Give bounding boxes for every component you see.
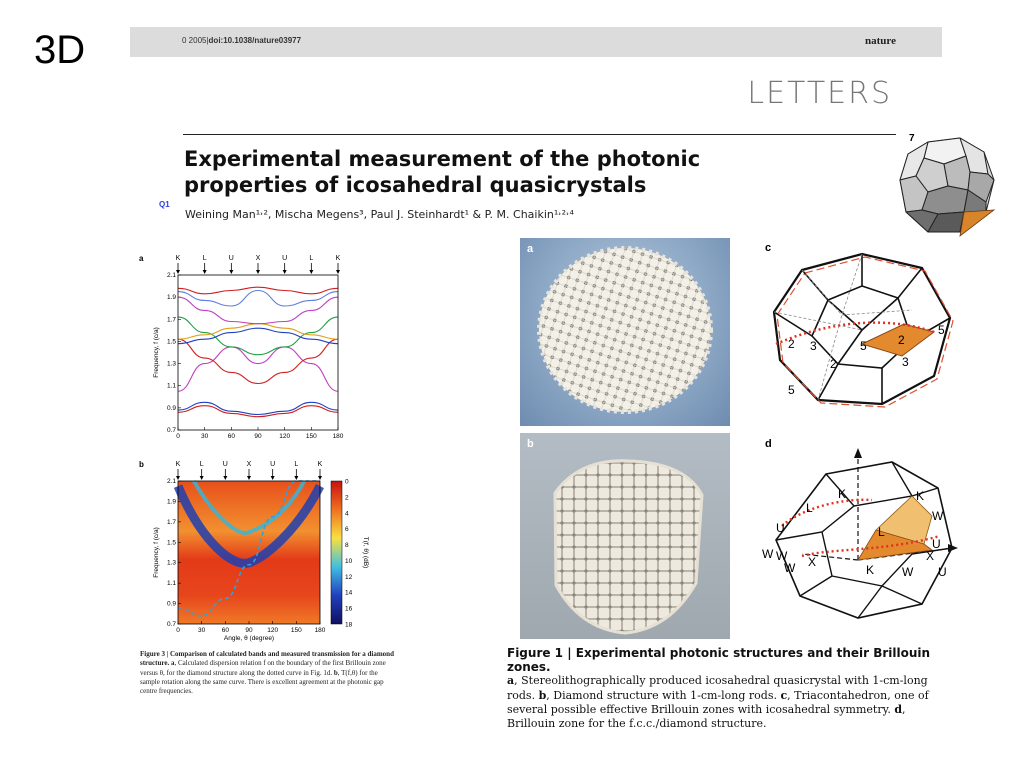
colorbar-tick-label: 6 bbox=[345, 526, 349, 534]
caption-a: , Stereolithographically produced icosahedral quasicrystal with 1-cm-long rods. bbox=[507, 674, 928, 702]
query-marker: Q1 bbox=[159, 200, 170, 209]
zone-point-label: K bbox=[838, 487, 847, 501]
figure-3-caption-b: , T(f,θ) for the sample rotation along the same curve. There is excellent agreement at the photonic gap centre frequencies. bbox=[140, 668, 384, 696]
panel-label-a: a bbox=[527, 243, 534, 255]
x-tick-label: 60 bbox=[221, 627, 229, 634]
colorbar-tick-label: 4 bbox=[345, 510, 349, 518]
band-line bbox=[178, 324, 338, 340]
arrow-head bbox=[271, 476, 275, 480]
zone-point-label: 5 bbox=[938, 323, 945, 337]
y-tick-label: 1.5 bbox=[166, 338, 176, 346]
hidden-edge bbox=[802, 270, 912, 315]
symmetry-point-label: L bbox=[202, 255, 207, 262]
diamond-structure-image bbox=[520, 433, 730, 639]
caption-d: , Brillouin zone for the f.c.c./diamond structure. bbox=[507, 702, 906, 731]
arrow-head bbox=[176, 476, 180, 480]
symmetry-point-label: L bbox=[294, 461, 299, 468]
y-tick-label: 1.7 bbox=[166, 518, 176, 526]
band-line bbox=[178, 339, 338, 383]
zone-point-label: K bbox=[916, 489, 925, 503]
header-rule bbox=[183, 134, 896, 135]
arrow-head bbox=[203, 270, 207, 274]
y-tick-label: 0.7 bbox=[166, 621, 176, 628]
x-tick-label: 120 bbox=[279, 433, 291, 440]
band-line bbox=[178, 317, 338, 355]
figure-3-caption bbox=[140, 650, 398, 696]
x-tick-label: 0 bbox=[176, 433, 180, 440]
band-line bbox=[178, 402, 338, 414]
zone-point-label: L bbox=[806, 501, 813, 515]
colorbar-tick-label: 14 bbox=[345, 589, 353, 597]
x-tick-label: 90 bbox=[245, 627, 253, 634]
quasicrystal-image bbox=[520, 238, 730, 426]
x-tick-label: 30 bbox=[198, 627, 206, 634]
panel-label-b: b bbox=[527, 438, 534, 450]
x-tick-label: 150 bbox=[305, 433, 317, 440]
zone-edge bbox=[862, 268, 922, 298]
paper-title: Experimental measurement of the photonic properties of icosahedral quasicrystals bbox=[184, 147, 701, 197]
colorbar-tick-label: 0 bbox=[345, 478, 349, 486]
symmetry-point-label: K bbox=[175, 255, 181, 262]
panel-label-c: c bbox=[765, 242, 772, 254]
arrow-head bbox=[176, 270, 180, 274]
figure-3-plots bbox=[138, 244, 400, 644]
x-tick-label: 180 bbox=[314, 627, 326, 634]
zone-point-label: 3 bbox=[810, 339, 817, 353]
plot-frame-a bbox=[178, 275, 338, 430]
panel-label-d: d bbox=[765, 438, 772, 450]
arrow-head bbox=[223, 476, 227, 480]
caption-a-label: a bbox=[507, 674, 515, 688]
zone-point-label: 2 bbox=[898, 333, 905, 347]
colorbar bbox=[331, 481, 342, 624]
x-tick-label: 60 bbox=[227, 433, 235, 440]
colorbar-tick-label: 12 bbox=[345, 573, 353, 581]
panel-label-b: b bbox=[139, 460, 144, 469]
zone-edge bbox=[776, 506, 854, 540]
fcc-brillouin-zone bbox=[762, 436, 962, 638]
arrow-head bbox=[318, 476, 322, 480]
heatmap-background bbox=[178, 481, 320, 624]
section-heading: LETTERS bbox=[747, 76, 892, 111]
y-tick-label: 2.1 bbox=[166, 272, 176, 279]
diamond-structure-photo bbox=[520, 433, 730, 639]
zone-point-label: U bbox=[776, 521, 785, 535]
caption-c-label: c bbox=[780, 688, 788, 702]
zone-edge bbox=[838, 330, 862, 364]
arrow-head bbox=[294, 476, 298, 480]
symmetry-point-label: U bbox=[222, 461, 228, 468]
y-tick-label: 0.9 bbox=[166, 404, 176, 412]
zone-point-label: X bbox=[808, 555, 817, 569]
y-tick-label: 1.1 bbox=[166, 580, 176, 588]
symmetry-point-label: X bbox=[246, 461, 252, 468]
caption-b: , Diamond structure with 1-cm-long rods. bbox=[546, 688, 781, 702]
band-line bbox=[178, 406, 338, 417]
colorbar-tick-label: 18 bbox=[345, 621, 353, 629]
zone-point-label: W bbox=[784, 561, 796, 575]
colorbar-label: T(f, θ) (dB) bbox=[362, 536, 369, 569]
triacontahedron-zone bbox=[762, 240, 962, 410]
band-line bbox=[178, 297, 338, 324]
symmetry-point-label: L bbox=[309, 255, 314, 262]
zone-point-label: W bbox=[762, 547, 774, 561]
figure-3-caption-b-label: b bbox=[333, 668, 338, 677]
arrow-head bbox=[247, 476, 251, 480]
figure-3-caption-a-label: a bbox=[170, 659, 175, 668]
zone-point-label: W bbox=[932, 509, 944, 523]
zone-point-label: 3 bbox=[902, 355, 909, 369]
colorbar-tick-label: 8 bbox=[345, 542, 349, 550]
y-tick-label: 1.3 bbox=[166, 360, 176, 368]
arrow-head bbox=[309, 270, 313, 274]
figure-3-caption-a: , Calculated dispersion relation f on the boundary of the first Brillouin zone versus θ, for the diamond structure along the dotted curve in Fig. 1d. bbox=[140, 659, 386, 677]
x-axis-label: Angle, θ (degree) bbox=[223, 635, 275, 642]
caption-d-label: d bbox=[894, 702, 903, 716]
y-axis-label: Frequency, f (c/a) bbox=[153, 327, 160, 378]
zone-point-label: 2 bbox=[788, 337, 795, 351]
y-tick-label: 1.9 bbox=[166, 498, 176, 506]
x-tick-label: 0 bbox=[176, 627, 180, 634]
symmetry-point-label: U bbox=[282, 255, 288, 262]
band-line bbox=[178, 291, 338, 307]
y-tick-label: 1.1 bbox=[166, 382, 176, 390]
y-axis-label: Frequency, f (c/a) bbox=[153, 527, 160, 578]
zone-edge bbox=[832, 576, 922, 604]
y-tick-label: 2.1 bbox=[166, 478, 176, 485]
colorbar-tick-label: 16 bbox=[345, 605, 353, 613]
figure-1-caption-body bbox=[507, 674, 951, 731]
zone-point-label: K bbox=[866, 563, 875, 577]
zone-point-label: U bbox=[938, 565, 947, 579]
doi-prefix: 0 2005| bbox=[182, 36, 209, 45]
caption-c: , Triacontahedron, one of several possible effective Brillouin zones with icosahedral symmetry. bbox=[507, 688, 929, 716]
band-line bbox=[178, 328, 338, 344]
zone-point-label: X bbox=[926, 549, 935, 563]
zone-point-label: L bbox=[878, 525, 885, 539]
symmetry-point-label: U bbox=[270, 461, 276, 468]
zone-point-label: 5 bbox=[860, 339, 867, 353]
doi: doi:10.1038/nature03977 bbox=[208, 36, 302, 45]
band-line bbox=[178, 347, 338, 391]
caption-b-label: b bbox=[538, 688, 547, 702]
y-tick-label: 0.7 bbox=[166, 427, 176, 434]
x-tick-label: 150 bbox=[290, 627, 302, 634]
symmetry-point-label: K bbox=[317, 461, 323, 468]
x-tick-label: 90 bbox=[254, 433, 262, 440]
colorbar-tick-label: 10 bbox=[345, 557, 353, 565]
zone-point-label: U bbox=[932, 537, 941, 551]
y-tick-label: 1.9 bbox=[166, 294, 176, 302]
triacontahedron-diagram bbox=[762, 240, 962, 410]
figure-1-caption bbox=[507, 646, 951, 731]
zone-point-label: W bbox=[902, 565, 914, 579]
arrow-head bbox=[336, 270, 340, 274]
author-list: Weining Man¹˒², Mischa Megens³, Paul J. Steinhardt¹ & P. M. Chaikin¹˒²˒⁴ bbox=[185, 208, 574, 221]
arrow-head bbox=[283, 270, 287, 274]
y-tick-label: 0.9 bbox=[166, 600, 176, 608]
kx-arrow bbox=[948, 544, 958, 552]
zone-point-label: 5 bbox=[788, 383, 795, 397]
arrow-head bbox=[256, 270, 260, 274]
fcc-brillouin-zone-diagram bbox=[762, 436, 962, 638]
quasicrystal-photo bbox=[520, 238, 730, 426]
colorbar-tick-label: 2 bbox=[345, 494, 349, 502]
y-tick-label: 1.5 bbox=[166, 539, 176, 547]
zone-point-label: W bbox=[776, 549, 788, 563]
polyhedron-number: 7 bbox=[909, 133, 915, 144]
y-tick-label: 1.3 bbox=[166, 559, 176, 567]
figure-1-caption-title: Figure 1 | Experimental photonic structures and their Brillouin zones. bbox=[507, 646, 931, 675]
symmetry-point-label: U bbox=[228, 255, 234, 262]
journal-header-bar bbox=[130, 27, 942, 57]
symmetry-point-label: K bbox=[335, 255, 341, 262]
x-tick-label: 120 bbox=[267, 627, 279, 634]
journal-name: nature bbox=[865, 35, 896, 47]
slide-label: 3D bbox=[34, 28, 86, 72]
symmetry-point-label: L bbox=[199, 461, 204, 468]
figure-3 bbox=[138, 244, 400, 644]
zone-point-label: 2 bbox=[830, 357, 837, 371]
symmetry-point-label: K bbox=[175, 461, 181, 468]
figure-3-caption-title: Figure 3 | Comparison of calculated bands and measured transmission for a diamond structure. bbox=[140, 650, 394, 668]
x-tick-label: 180 bbox=[332, 433, 344, 440]
truncated-octahedron-illustration bbox=[898, 132, 998, 240]
symmetry-point-label: X bbox=[255, 255, 261, 262]
x-tick-label: 30 bbox=[201, 433, 209, 440]
arrow-head bbox=[200, 476, 204, 480]
panel-label-a: a bbox=[139, 254, 144, 263]
y-tick-label: 1.7 bbox=[166, 316, 176, 324]
arrow-head bbox=[229, 270, 233, 274]
doi-line bbox=[182, 36, 301, 45]
kz-arrow bbox=[854, 448, 862, 458]
